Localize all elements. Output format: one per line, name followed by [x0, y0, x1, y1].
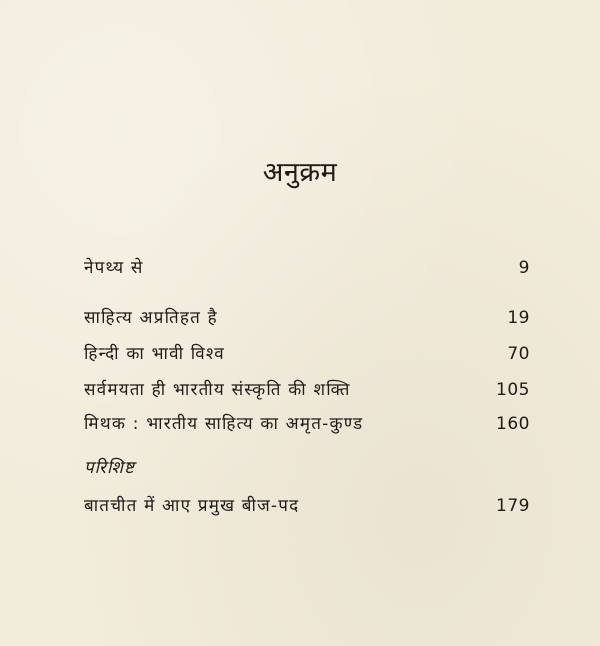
appendix-heading: परिशिष्ट [84, 458, 135, 478]
toc-entry-label: सर्वमयता ही भारतीय संस्कृति की शक्ति [84, 380, 351, 400]
toc-entry-page: 70 [507, 344, 530, 364]
toc-entry-label: साहित्य अप्रतिहत है [84, 308, 218, 328]
toc-entry-label: हिन्दी का भावी विश्व [84, 344, 225, 364]
page-title: अनुक्रम [262, 157, 338, 188]
toc-entry-page: 19 [507, 308, 530, 328]
toc-entry [84, 304, 530, 332]
toc-entry-label: मिथक : भारतीय साहित्य का अमृत-कुण्ड [84, 414, 364, 434]
toc-entry [84, 410, 530, 438]
toc-entry-page: 179 [496, 496, 530, 516]
toc-entry-label: नेपथ्य से [84, 258, 144, 278]
toc-entry [84, 376, 530, 404]
toc-entry-page: 9 [518, 258, 530, 278]
toc-entry-page: 160 [496, 414, 530, 434]
toc-entry [84, 254, 530, 282]
toc-entry [84, 492, 530, 520]
toc-entry [84, 340, 530, 368]
toc-entry-label: बातचीत में आए प्रमुख बीज-पद [84, 496, 300, 516]
toc-entry-page: 105 [496, 380, 530, 400]
